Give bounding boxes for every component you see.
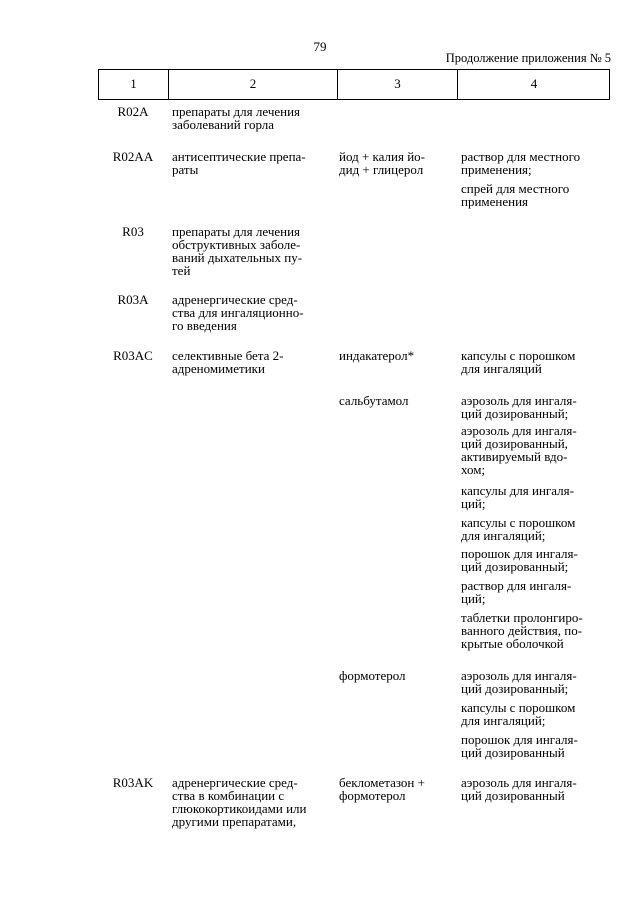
header-col-3: 3 (394, 76, 401, 91)
header-col-2: 2 (249, 76, 257, 91)
dosage-form: капсулы с порошком для ингаляций; (461, 700, 576, 728)
dosage-form: капсулы с порошком для ингаляций (461, 348, 576, 376)
table-header (98, 69, 610, 100)
dosage-form: аэрозоль для ингаля- ций дозированный; (461, 393, 577, 421)
group-name: адренергические сред- ства для ингаляционно- го введения (172, 292, 304, 333)
dosage-form: раствор для ингаля- ций; (461, 578, 572, 606)
group-name: препараты для лечения заболеваний горла (172, 104, 301, 132)
group-name: селективные бета 2- адреномиметики (172, 348, 284, 376)
atc-code: R03AK (112, 775, 154, 790)
dosage-form: раствор для местного применения; (461, 149, 581, 177)
dosage-form: таблетки пролонгиро- ванного действия, по- крытые оболочкой (461, 610, 583, 651)
dosage-form: порошок для ингаля- ций дозированный; (461, 546, 578, 574)
page-number: 79 (313, 39, 327, 54)
header-col-4: 4 (530, 76, 538, 91)
group-name: препараты для лечения обструктивных заболе- ваний дыхательных пу- тей (172, 224, 303, 278)
atc-code: R03A (117, 292, 149, 307)
dosage-form: порошок для ингаля- ций дозированный (461, 732, 578, 760)
drug-name: йод + калия йо- дид + глицерол (339, 149, 425, 177)
dosage-form: капсулы для ингаля- ций; (461, 483, 574, 511)
atc-code: R02A (117, 104, 149, 119)
group-name: адренергические сред- ства в комбинации с глюкокортикоидами или другими препаратами, (172, 775, 307, 829)
dosage-form: аэрозоль для ингаля- ций дозированный; (461, 668, 577, 696)
atc-code: R03AC (113, 348, 153, 363)
atc-code: R03 (122, 224, 144, 239)
continuation-label: Продолжение приложения № 5 (445, 51, 611, 65)
dosage-form: аэрозоль для ингаля- ций дозированный, активируемый вдо- хом; (461, 423, 577, 477)
group-name: антисептические препа- раты (172, 149, 306, 177)
atc-code: R02AA (112, 149, 154, 164)
header-col-1: 1 (130, 76, 137, 91)
dosage-form: спрей для местного применения (461, 181, 570, 209)
drug-name: индакатерол* (339, 348, 415, 363)
drug-name: беклометазон + формотерол (339, 775, 425, 803)
drug-name: формотерол (339, 668, 406, 683)
dosage-form: капсулы с порошком для ингаляций; (461, 515, 576, 543)
drug-name: сальбутамол (339, 393, 409, 408)
dosage-form: аэрозоль для ингаля- ций дозированный (461, 775, 577, 803)
